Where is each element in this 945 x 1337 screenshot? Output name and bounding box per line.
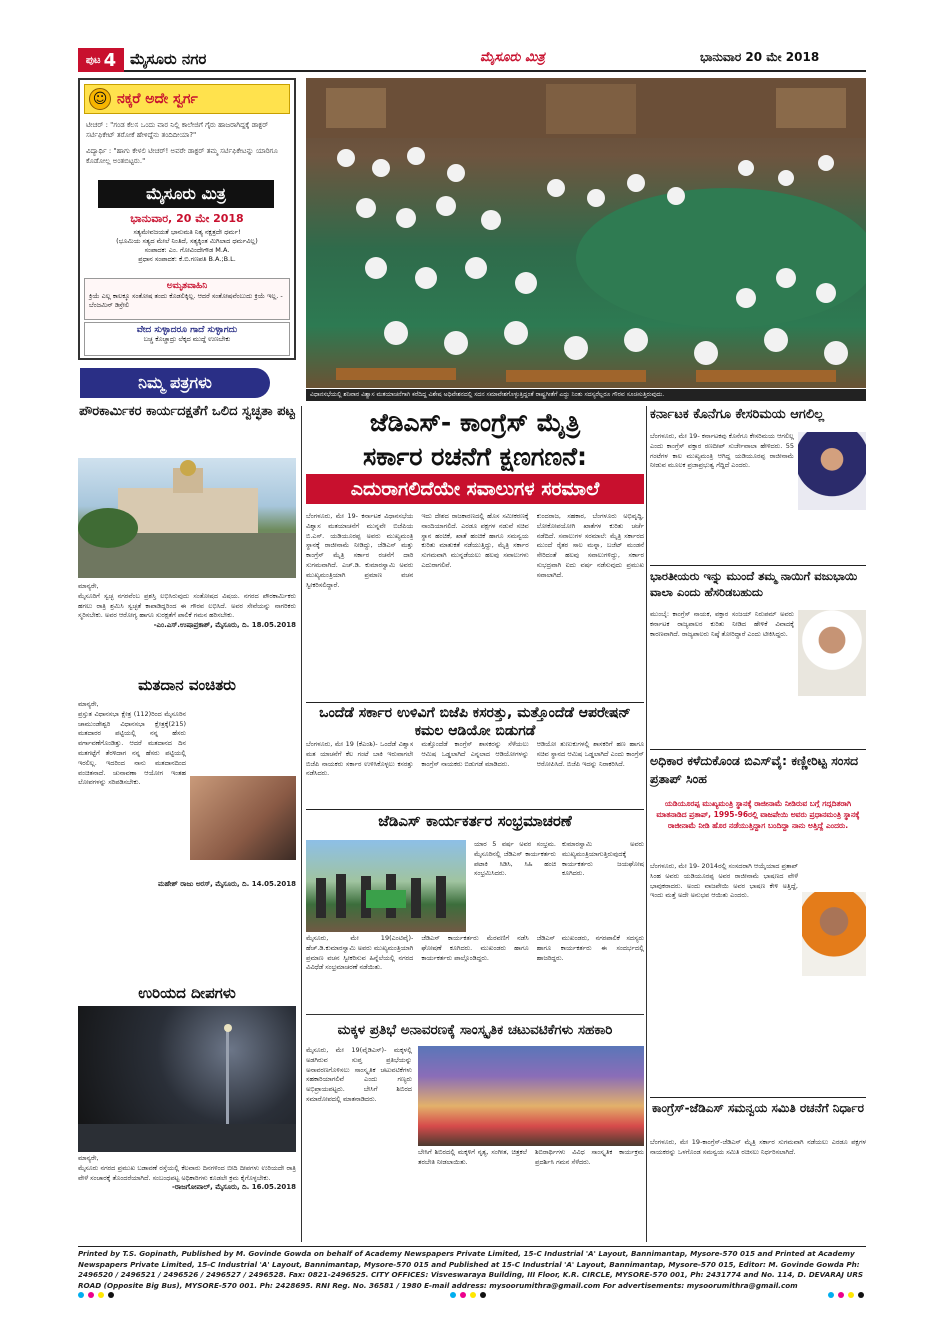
voting-finger-photo <box>190 776 296 860</box>
joke-line-2: ವಿದ್ಯಾರ್ಥಿ : "ಹಾಗು ಕೇಳಲಿ ಟೀಚರ್! ಅವರೇ ಡಾಕ್ಟರ್ ತಮ್ಮ ಸರ್ಟಿಫಿಕೇಟನ್ನು ಯಾರಿಗೂ ಕೊಡೋಲ್ಲ ಅಂತಬಿಟ್ಟರು." <box>86 147 278 165</box>
credit-line-4: ಪ್ರಧಾನ ಸಂಪಾದಕ: ಕೆ.ಬಿ.ಗಣಪತಿ B.A.;B.L. <box>138 255 236 263</box>
cyan-dot <box>828 1292 834 1298</box>
credit-line-2: (ಭೂಮಿಯ ಸತ್ಯದ ಮೇಲೆ ನಿಂತಿದೆ, ಸತ್ಯಕ್ಕಿಂತ ಮಿಗಿಲಾದ ಧರ್ಮವಿಲ್ಲ) <box>116 237 258 245</box>
jds-story-bottom <box>306 934 644 1010</box>
bjp-story-headline: ಒಂದೆಡೆ ಸರ್ಕಾರ ಉಳಿವಿಗೆ ಬಿಜೆಪಿ ಕಸರತ್ತು, ಮತ್ತೊಂದೆಡೆ ಆಪರೇಷನ್ ಕಮಲ ಆಡಿಯೋ ಬಿಡುಗಡೆ <box>319 705 631 739</box>
quote-box <box>84 278 290 320</box>
lead-col-3: ಕುಂದರಾಜ, ಸಹಕಾರ, ಬೆಂಗಳೂರು ಅಭಿವೃದ್ಧಿ, ಲೋಕೋಪಯೋಗಿ ಖಾತೆಗಳ ಕುರಿತು ಚರ್ಚೆ ನಡೆದಿದೆ. ಸವಾಲುಗಳ ಸರಮಾಲೆ: ಮೈತ್ರಿ ಸರ್ಕಾರದ ಮುಂದೆ ರೈತರ ಸಾಲ ಮನ್ನಾ, ಬಜೆಟ್ ಮಂಡನೆ ಸೇರಿದಂತೆ ಹಲವು ಸವಾಲುಗಳಿದ್ದು, ಸರ್ಕಾರ ಸುಭದ್ರವಾಗಿ ಐದು ವರ್ಷ ನಡೆಸುವುದು ಪ್ರಮುಖ ಸವಾಲಾಗಿದೆ. <box>536 512 644 579</box>
right-story-1-body: ಬೆಂಗಳೂರು, ಮೇ 19- ಕರ್ನಾಟಕವು ಕೊನೆಗೂ ಕೇಸರಿಮಯ ಆಗಲಿಲ್ಲ ಎಂದು ಕಾಂಗ್ರೆಸ್ ವಕ್ತಾರ ರಣದೀಪ್ ಸುರ್ಜೇವಾಲಾ ಹೇಳಿದರು. 55 ಗಂಟೆಗಳ ಕಾಲ ಮುಖ್ಯಮಂತ್ರಿ ಆಗಿದ್ದ ಯಡಿಯೂರಪ್ಪ ರಾಜೀನಾಮೆ ನೀಡುವ ಮೂಲಕ ಪ್ರಜಾಪ್ರಭುತ್ವ ಗೆದ್ದಿದೆ ಎಂದರು. <box>650 432 794 470</box>
column-divider-1 <box>301 406 302 1242</box>
header-date: ಭಾನುವಾರ 20 ಮೇ 2018 <box>700 50 820 64</box>
letter-3-salute: ಮಾನ್ಯರೇ, <box>78 1154 99 1162</box>
page-number: 4 <box>103 49 117 71</box>
right-story-2-headline: ಭಾರತೀಯರು ಇನ್ನು ಮುಂದೆ ತಮ್ಮ ನಾಯಿಗೆ ವಜುಭಾಯಿ ವಾಲಾ ಎಂದು ಹೆಸರಿಡಬಹುದು <box>650 569 858 599</box>
letter-1-text: ಮೈಸೂರಿಗೆ ಸ್ವಚ್ಛ ನಗರವೆಂಬ ಪ್ರಶಸ್ತಿ ಲಭಿಸಿರುವುದು ಸಂತೋಷದ ವಿಷಯ. ನಗರದ ಪೌರಕಾರ್ಮಿಕರು ಹಗಲು ರಾತ್ರಿ ಶ್ರಮಿಸಿ ಸ್ವಚ್ಛತೆ ಕಾಪಾಡಿದ್ದರಿಂದ ಈ ಗೌರವ ಲಭಿಸಿದೆ. ಅವರ ಸೇವೆಯನ್ನು ನಾಗರಿಕರು ಸ್ಮರಿಸಬೇಕು. ಅವರ ಆರೋಗ್ಯ ಹಾಗೂ ಸುರಕ್ಷತೆಗೆ ಪಾಲಿಕೆ ಗಮನ ಹರಿಸಬೇಕು. <box>78 591 296 620</box>
divider <box>306 809 644 810</box>
right-story-4-body: ಬೆಂಗಳೂರು, ಮೇ 19-ಕಾಂಗ್ರೆಸ್-ಜೆಡಿಎಸ್ ಮೈತ್ರಿ ಸರ್ಕಾರ ಸುಗಮವಾಗಿ ನಡೆಯಲು ಎರಡೂ ಪಕ್ಷಗಳ ನಾಯಕರನ್ನು ಒಳಗೊಂಡ ಸಮನ್ವಯ ಸಮಿತಿ ರಚಿಸಲು ನಿರ್ಧರಿಸಲಾಗಿದೆ. <box>650 1138 866 1156</box>
black-dot <box>858 1292 864 1298</box>
black-dot <box>480 1292 486 1298</box>
joke-line-1: ಟೀಚರ್ : "ಗಂಡ ಕೆಲಸ ಒಂದು ವಾರ ನಿಲ್ಲಿ ಕಾಲೇಜಿಗೆ ಗೈರು ಹಾಜರಾಗಿದ್ದಕ್ಕೆ ಡಾಕ್ಟರ್ ಸರ್ಟಿಫಿಕೇಟ್ ತರೋಕೆ ಹೇಳಿದ್ದೆನು ತಂದಿದೀಯಾ?" <box>86 121 269 139</box>
registration-marks-center <box>450 1292 486 1298</box>
proverb-text: ಬಚ್ಚ ಕೊಚ್ಚಾದ್ರು ಲೆಕ್ಕದ ಮುದ್ದೆ ಉಣಬೇಕು <box>143 335 231 343</box>
yellow-dot <box>848 1292 854 1298</box>
letters-banner: ನಿಮ್ಮ ಪತ್ರಗಳು <box>80 368 270 398</box>
right-story-2-body: ಮುಂಬೈ: ಕಾಂಗ್ರೆಸ್ ನಾಯಕ, ವಕ್ತಾರ ಸಂಜಯ್ ನಿರುಪಮ್ ಅವರು ಕರ್ನಾಟಕ ರಾಜ್ಯಪಾಲರ ಕುರಿತು ನೀಡಿದ ಹೇಳಿಕೆ ವಿವಾದಕ್ಕೆ ಕಾರಣವಾಗಿದೆ. ರಾಜ್ಯಪಾಲರು ನಿಷ್ಠೆ ತೋರಿದ್ದಾರೆ ಎಂದು ಟೀಕಿಸಿದ್ದರು. <box>650 610 794 638</box>
column-divider-2 <box>646 406 647 1242</box>
divider <box>306 702 644 703</box>
letter-3-body <box>78 1154 296 1242</box>
bjp-col-3: ಆಡಿಯೋ ತುಣುಕುಗಳಲ್ಲಿ ಶಾಸಕರಿಗೆ ಹಣ ಹಾಗೂ ಸಚಿವ ಸ್ಥಾನದ ಆಮಿಷ ಒಡ್ಡಲಾಗಿದೆ ಎಂದು ಕಾಂಗ್ರೆಸ್ ಆರೋಪಿಸಿದೆ. ಬಿಜೆಪಿ ಇದನ್ನು ನಿರಾಕರಿಸಿದೆ. <box>536 740 644 768</box>
jds-col-5: ಜೆಡಿಎಸ್ ಮುಖಂಡರು, ನಗರಪಾಲಿಕೆ ಸದಸ್ಯರು ಹಾಗೂ ಕಾರ್ಯಕರ್ತರು ಈ ಸಂದರ್ಭದಲ್ಲಿ ಹಾಜರಿದ್ದರು. <box>536 934 644 962</box>
paper-logo: ಮೈಸೂರು ಮಿತ್ರ <box>98 180 274 208</box>
section-title: ಮೈಸೂರು ನಗರ <box>130 50 207 68</box>
lead-subheadline: ಎದುರಾಗಲಿದೆಯೇ ಸವಾಲುಗಳ ಸರಮಾಲೆ <box>306 474 644 504</box>
lead-col-1: ಬೆಂಗಳೂರು, ಮೇ 19- ಕರ್ನಾಟಕ ವಿಧಾನಸಭೆಯ ವಿಶ್ವಾಸ ಮತಯಾಚನೆಗೆ ಮುನ್ನವೇ ಬಿಜೆಪಿಯ ಬಿ.ಎಸ್. ಯಡಿಯೂರಪ್ಪ ಅವರು ಮುಖ್ಯಮಂತ್ರಿ ಸ್ಥಾನಕ್ಕೆ ರಾಜೀನಾಮೆ ನೀಡಿದ್ದು, ಜೆಡಿಎಸ್ ಮತ್ತು ಕಾಂಗ್ರೆಸ್ ಮೈತ್ರಿ ಸರ್ಕಾರ ರಚನೆಗೆ ದಾರಿ ಸುಗಮವಾಗಿದೆ. ಎಚ್.ಡಿ. ಕುಮಾರಸ್ವಾಮಿ ಅವರು ಮುಖ್ಯಮಂತ್ರಿಯಾಗಿ ಪ್ರಮಾಣ ವಚನ ಸ್ವೀಕರಿಸಲಿದ್ದಾರೆ. <box>306 512 414 589</box>
letter-2-text: ಪ್ರಸ್ತುತ ವಿಧಾನಸಭಾ ಕ್ಷೇತ್ರ (112)ರಿಂದ ಮೈಸೂರಿನ ಚಾಮುಂಡೇಶ್ವರಿ ವಿಧಾನಸಭಾ ಕ್ಷೇತ್ರಕ್ಕೆ(215) ಮತದಾರರ ಪಟ್ಟಿಯಲ್ಲಿ ನನ್ನ ಹೆಸರು ವರ್ಗಾವಣೆಗೊಂಡಿತ್ತು. ಆದರೆ ಮತದಾನದ ದಿನ ಮತಗಟ್ಟೆಗೆ ತೆರಳಿದಾಗ ನನ್ನ ಹೆಸರು ಪಟ್ಟಿಯಲ್ಲಿ ಇರಲಿಲ್ಲ. ಇದರಿಂದ ನಾನು ಮತದಾನದಿಂದ ವಂಚಿತನಾದೆ. ಚುನಾವಣಾ ಆಯೋಗ ಇಂತಹ ಲೋಪಗಳನ್ನು ಸರಿಪಡಿಸಬೇಕು. <box>78 709 186 787</box>
kids-col-1: ಮೈಸೂರು, ಮೇ 19(ವೈಡಿಎಸ್)- ಮಕ್ಕಳಲ್ಲಿ ಅಡಗಿರುವ ಸುಪ್ತ ಪ್ರತಿಭೆಯನ್ನು ಅನಾವರಣಗೊಳಿಸಲು ಸಾಂಸ್ಕೃತಿಕ ಚಟುವಟಿಕೆಗಳು ಸಹಕಾರಿಯಾಗಲಿವೆ ಎಂದು ಗಣ್ಯರು ಅಭಿಪ್ರಾಯಪಟ್ಟರು. ಬೇಸಿಗೆ ಶಿಬಿರದ ಸಮಾರೋಪದಲ್ಲಿ ಮಾತನಾಡಿದರು. <box>306 1046 412 1103</box>
letter-2-continued <box>78 880 296 972</box>
letter-3-signature: -ರಾಜಗೋಪಾಲ್, ಮೈಸೂರು, ದಿ. 16.05.2018 <box>172 1183 296 1192</box>
kids-performance-photo <box>418 1046 644 1146</box>
cyan-dot <box>450 1292 456 1298</box>
letter-2-salute: ಮಾನ್ಯರೇ, <box>78 700 99 708</box>
yellow-dot <box>470 1292 476 1298</box>
lead-headline <box>306 406 644 474</box>
masthead-date: ಭಾನುವಾರ, 20 ಮೇ 2018 <box>130 212 244 225</box>
imprint-footer: Printed by T.S. Gopinath, Published by M. Govinde Gowda on behalf of Academy Newspapers Private Limited, 15-C Industrial 'A' Layout, Bannimantap, Mysore-570 015 and Printed at Academy Newspapers Private Limited, 15-C Industrial 'A' Layout, Bannimantap, Mysore-570 015 and Published at 15-C Industrial 'A' Layout, Bannimantap, Mysore-570 015, Editor: M. Govinde Gowda Ph: 2496520 / 2496521 / 2496526 / 2496527 / 2496528. Fax: 0821-2496525. CITY OFFICES: Visveswaraya Building, III Floor, K.R. CIRCLE, MYSORE-570 001, Ph: 2431774 and No. 114, D. DEVARAJ URS ROAD (Opposite Big Bus), MYSORE-570 001. Ph: 2428695. RNI Reg. No. 36581 / 1980 E-mail address: mysoorumithra@gmail.com For advertisements: mysoorumithra@gmail.com <box>78 1246 866 1291</box>
photo-caption: ವಿಧಾನಸಭೆಯಲ್ಲಿ ಶನಿವಾರ ವಿಶ್ವಾಸ ಮತಯಾಚನೆಗಾಗಿ ಕರೆದಿದ್ದ ವಿಶೇಷ ಅಧಿವೇಶನದಲ್ಲಿ ಸದನ ಸಮಾವೇಶಗೊಳ್ಳುತ್ತಿದ್ದಂತೆ ರಾಷ್ಟ್ರಗೀತೆಗೆ ಎದ್ದು ನಿಂತು ಸದಸ್ಯರೆಲ್ಲರೂ ಗೌರವ ಸೂಚಿಸುತ್ತಿರುವುದು. <box>306 389 866 401</box>
jds-col-3: ಮೈಸೂರು, ಮೇ 19(ಎಂಟಿವೈ)- ಹೆಚ್.ಡಿ.ಕುಮಾರಸ್ವಾಮಿ ಅವರು ಮುಖ್ಯಮಂತ್ರಿಯಾಗಿ ಪ್ರಮಾಣ ವಚನ ಸ್ವೀಕರಿಸುವ ಹಿನ್ನೆಲೆಯಲ್ಲಿ ನಗರದ ವಿವಿಧೆಡೆ ಸಂಭ್ರಮಾಚರಣೆ ನಡೆಯಿತು. <box>306 934 414 972</box>
masthead-credits <box>84 228 290 264</box>
kids-story-columns <box>418 1148 644 1242</box>
jds-col-4: ಜೆಡಿಎಸ್ ಕಾರ್ಯಕರ್ತರು ಮೆರವಣಿಗೆ ನಡೆಸಿ ಘೋಷಣೆ ಕೂಗಿದರು. ಮುಖಂಡರು ಹಾಗೂ ಕಾರ್ಯಕರ್ತರು ಪಾಲ್ಗೊಂಡಿದ್ದರು. <box>421 934 529 962</box>
lead-col-2: ಇದು ದೇಶದ ರಾಜಕಾರಣದಲ್ಲಿ ಹೊಸ ಸಮೀಕರಣಕ್ಕೆ ನಾಂದಿಯಾಗಲಿದೆ. ಎರಡೂ ಪಕ್ಷಗಳ ನಡುವೆ ಸಚಿವ ಸ್ಥಾನ ಹಂಚಿಕೆ, ಖಾತೆ ಹಂಚಿಕೆ ಹಾಗೂ ಸಮನ್ವಯ ಕುರಿತು ಮಾತುಕತೆ ನಡೆಯುತ್ತಿದ್ದು, ಮೈತ್ರಿ ಸರ್ಕಾರ ಸುಗಮವಾಗಿ ಮುನ್ನಡೆಯಲು ಹಲವು ಸವಾಲುಗಳು ಎದುರಾಗಲಿವೆ. <box>421 512 529 569</box>
quote-box-text: ಕ್ರಿಯೆ ಎಲ್ಲ ಕಾಲಕ್ಕೂ ಸಂತೋಷ ತಂದು ಕೊಡಲಿಕ್ಕಿಲ್ಲ. ಆದರೆ ಸಂತೋಷವೆಂಬುದು ಕ್ರಿಯೆ ಇಲ್ಲ. - ಬೆಂಜಮಿನ್ ಡಿಸ್ರೇಲಿ <box>89 292 283 309</box>
bjp-story-columns <box>306 740 644 806</box>
jds-workers-photo <box>306 840 466 932</box>
registration-marks-left <box>78 1292 114 1298</box>
divider <box>650 565 866 566</box>
lead-headline-line-2: ಸರ್ಕಾರ ರಚನೆಗೆ ಕ್ಷಣಗಣನೆ: <box>362 442 588 471</box>
bjp-col-1: ಬೆಂಗಳೂರು, ಮೇ 19 (ಕೆಎಂಶಿ)- ಒಂದೆಡೆ ವಿಶ್ವಾಸ ಮತ ಯಾಚನೆಗೆ ಕೆಲ ಗಂಟೆ ಬಾಕಿ ಇರುವಾಗಲೇ ಬಿಜೆಪಿ ನಾಯಕರು ಸರ್ಕಾರ ಉಳಿಸಿಕೊಳ್ಳಲು ಕಸರತ್ತು ನಡೆಸಿದರು. <box>306 740 414 778</box>
letter-2-body <box>78 700 186 876</box>
masthead-mini: ಮೈಸೂರು ಮಿತ್ರ <box>480 50 545 65</box>
divider <box>650 749 866 750</box>
laughing-face-icon: ☺ <box>89 88 111 110</box>
pratap-quote: ಯಡಿಯೂರಪ್ಪ ಮುಖ್ಯಮಂತ್ರಿ ಸ್ಥಾನಕ್ಕೆ ರಾಜೀನಾಮೆ ನೀಡಿರುವ ಬಗ್ಗೆ ಗದ್ಗದಿತರಾಗಿ ಮಾತನಾಡಿದ ಪ್ರತಾಪ್, 1995-96ರಲ್ಲಿ ವಾಜಪೇಯಿ ಅವರು ಪ್ರಧಾನಮಂತ್ರಿ ಸ್ಥಾನಕ್ಕೆ ರಾಜೀನಾಮೆ ನೀಡಿ ಹೊರ ನಡೆಯುತ್ತಿದ್ದಾಗ ಬಂದಿದ್ದಾ ನಾನು ಅತ್ತಿದ್ದೆ ಎಂದರು. <box>656 799 860 830</box>
letter-3-title: ಉರಿಯದ ದೀಪಗಳು <box>138 984 236 1002</box>
magenta-dot <box>88 1292 94 1298</box>
yellow-dot <box>98 1292 104 1298</box>
joke-title: ನಕ್ಕರೆ ಅದೇ ಸ್ವರ್ಗ <box>117 91 198 107</box>
page-prefix: ಪುಟ <box>85 54 101 66</box>
lead-story-columns <box>306 512 644 702</box>
right-story-3-headline: ಅಧಿಕಾರ ಕಳೆದುಕೊಂಡ ಬಿಎಸ್‌ವೈ: ಕಣ್ಣೀರಿಟ್ಟ ಸಂಸದ ಪ್ರತಾಪ್ ಸಿಂಹ <box>650 753 859 786</box>
letter-1-salute: ಮಾನ್ಯರೇ, <box>78 582 99 590</box>
proverb-box <box>84 322 290 356</box>
black-dot <box>108 1292 114 1298</box>
nirupam-photo <box>798 610 866 696</box>
palace-photo-art <box>78 458 296 578</box>
page-number-badge <box>78 48 124 72</box>
cyan-dot <box>78 1292 84 1298</box>
registration-marks-right <box>828 1292 864 1298</box>
proverb-title: ವೇದ ಸುಳ್ಳಾದರೂ ಗಾದೆ ಸುಳ್ಳಾಗದು <box>136 325 238 335</box>
joke-banner <box>84 84 290 114</box>
kids-col-2: ಬೇಸಿಗೆ ಶಿಬಿರದಲ್ಲಿ ಮಕ್ಕಳಿಗೆ ನೃತ್ಯ, ಸಂಗೀತ, ಚಿತ್ರಕಲೆ ತರಬೇತಿ ನೀಡಲಾಯಿತು. <box>418 1148 527 1166</box>
assembly-photo-art <box>306 78 866 388</box>
street-light-photo <box>78 1006 296 1152</box>
letter-2-title: ಮತದಾನ ವಂಚಿತರು <box>138 676 236 694</box>
kids-story-headline: ಮಕ್ಕಳ ಪ್ರತಿಭೆ ಅನಾವರಣಕ್ಕೆ ಸಾಂಸ್ಕೃತಿಕ ಚಟುವಟಿಕೆಗಳು ಸಹಕಾರಿ <box>306 1014 644 1045</box>
surjewala-photo <box>798 432 866 510</box>
right-story-1-headline: ಕರ್ನಾಟಕ ಕೊನೆಗೂ ಕೇಸರಿಮಯ ಆಗಲಿಲ್ಲ <box>650 407 825 422</box>
bjp-col-2: ಮತ್ತೊಂದೆಡೆ ಕಾಂಗ್ರೆಸ್ ಶಾಸಕರನ್ನು ಸೆಳೆಯಲು ಆಮಿಷ ಒಡ್ಡಲಾಗಿದೆ ಎನ್ನಲಾದ ಆಡಿಯೋಗಳನ್ನು ಕಾಂಗ್ರೆಸ್ ನಾಯಕರು ಬಿಡುಗಡೆ ಮಾಡಿದರು. <box>421 740 529 768</box>
jds-col-1: ಯಾರ 5 ವರ್ಷ ಅವರ ಸಂಭ್ರಮ. ಮೈಸೂರಿನಲ್ಲಿ ಜೆಡಿಎಸ್ ಕಾರ್ಯಕರ್ತರು ಪಟಾಕಿ ಸಿಡಿಸಿ, ಸಿಹಿ ಹಂಚಿ ಸಂಭ್ರಮಿಸಿದರು. <box>474 840 556 878</box>
credit-line-1: ಸತ್ಯಮೇವಜಯತೆ ಭಾನುಮತಿ ನಿತ್ಯ ನಕ್ಷತ್ರದೇ ಧರ್ಮ! <box>133 228 241 236</box>
credit-line-3: ಸಂಪಾದಕ: ಎಂ. ಗೋವಿಂದೇಗೌಡ M.A. <box>144 246 230 254</box>
workers-photo-art <box>306 840 466 932</box>
jds-story-top <box>474 840 644 932</box>
letter-2-signature: ಮಹೇಶ್ ರಾಜು ಅರಸ್, ಮೈಸೂರು, ದಿ. 14.05.2018 <box>157 880 296 888</box>
quote-box-title: ಅಮೃತವಾಹಿನಿ <box>166 281 208 291</box>
jds-celebration-headline: ಜೆಡಿಎಸ್ ಕಾರ್ಯಕರ್ತರ ಸಂಭ್ರಮಾಚರಣೆ <box>378 812 572 830</box>
letter-1-title: ಪೌರಕಾರ್ಮಿಕರ ಕಾರ್ಯದಕ್ಷತೆಗೆ ಒಲಿದ ಸ್ವಚ್ಛತಾ ಪಟ್ಟ <box>79 404 295 419</box>
magenta-dot <box>460 1292 466 1298</box>
joke-text <box>86 120 288 172</box>
street-photo-art <box>78 1006 296 1152</box>
kids-col-3: ಶಿಬಿರಾರ್ಥಿಗಳು ವಿವಿಧ ಸಾಂಸ್ಕೃತಿಕ ಕಾರ್ಯಕ್ರಮ ಪ್ರದರ್ಶಿಸಿ ಗಮನ ಸೆಳೆದರು. <box>535 1148 644 1166</box>
magenta-dot <box>838 1292 844 1298</box>
lead-headline-line-1: ಜೆಡಿಎಸ್- ಕಾಂಗ್ರೆಸ್ ಮೈತ್ರಿ <box>369 408 581 437</box>
divider <box>650 1097 866 1098</box>
pratap-simha-photo <box>802 892 866 976</box>
assembly-photo <box>306 78 866 388</box>
jds-col-2: ಕುಮಾರಸ್ವಾಮಿ ಅವರು ಮುಖ್ಯಮಂತ್ರಿಯಾಗುತ್ತಿರುವುದಕ್ಕೆ ಕಾರ್ಯಕರ್ತರು ಜಯಘೋಷ ಕೂಗಿದರು. <box>562 840 644 878</box>
letter-3-text: ಮೈಸೂರು ನಗರದ ಪ್ರಮುಖ ಬಡಾವಣೆ ರಸ್ತೆಯಲ್ಲಿ ಕೆಲವಾರು ದಿನಗಳಿಂದ ಬೀದಿ ದೀಪಗಳು ಉರಿಯದೇ ರಾತ್ರಿ ವೇಳೆ ಸಂಚಾರಕ್ಕೆ ತೊಂದರೆಯಾಗಿದೆ. ಸಂಬಂಧಪಟ್ಟ ಅಧಿಕಾರಿಗಳು ಕೂಡಲೇ ಕ್ರಮ ಕೈಗೊಳ್ಳಬೇಕು. <box>78 1163 296 1182</box>
palace-photo <box>78 458 296 578</box>
right-story-4-headline: ಕಾಂಗ್ರೆಸ್-ಜೆಡಿಎಸ್ ಸಮನ್ವಯ ಸಮಿತಿ ರಚನೆಗೆ ನಿರ್ಧಾರ <box>651 1101 864 1115</box>
right-story-3-body: ಬೆಂಗಳೂರು, ಮೇ 19- 2014ರಲ್ಲಿ ಸಂಸದರಾಗಿ ಆಯ್ಕೆಯಾದ ಪ್ರತಾಪ್ ಸಿಂಹ ಅವರು ಯಡಿಯೂರಪ್ಪ ಅವರ ರಾಜೀನಾಮೆ ಭಾಷಣದ ವೇಳೆ ಭಾವುಕರಾದರು. ಅಂದು ವಾಜಪೇಯಿ ಅವರ ಭಾಷಣ ಕೇಳಿ ಅತ್ತಿದ್ದೆ, ಇಂದು ಮತ್ತೆ ಅದೇ ಅನುಭವ ಆಯಿತು ಎಂದರು. <box>650 862 798 900</box>
letter-1-signature: -ಎಂ.ಎಸ್.ಉಷಾಪ್ರಕಾಶ್, ಮೈಸೂರು, ದಿ. 18.05.2018 <box>153 621 296 630</box>
letter-1-body <box>78 582 296 670</box>
